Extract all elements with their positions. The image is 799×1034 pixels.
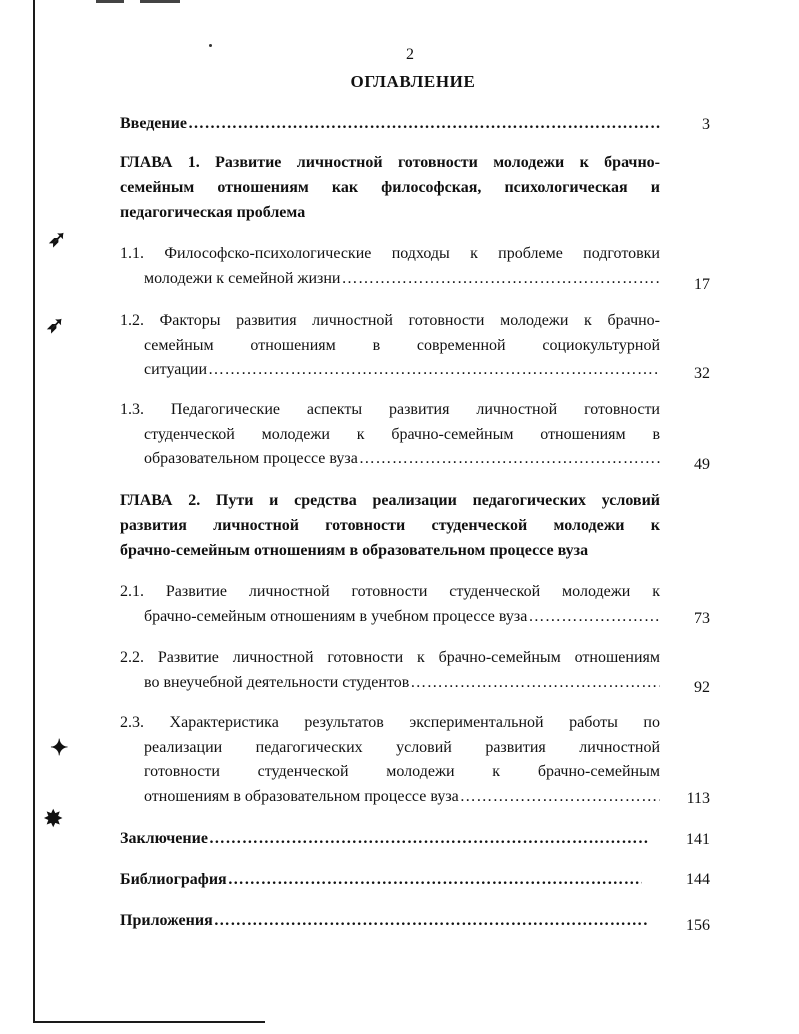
toc-bibliography-label: Библиография	[120, 871, 227, 888]
toc-section-1-2[interactable]	[120, 309, 660, 383]
section-line: студенческой молодежи к брачно-семейным отношениям в	[144, 425, 660, 443]
toc-section-2-3-page: 113	[686, 790, 710, 807]
chapter-1-line: педагогическая проблема	[120, 204, 306, 221]
section-line: ситуации	[144, 361, 208, 378]
toc-bibliography[interactable]	[120, 868, 642, 893]
section-line: 2.1. Развитие личностной готовности студенческой молодежи к	[120, 583, 660, 600]
section-line: готовности студенческой молодежи к брачно-семейным	[144, 763, 660, 780]
page-title: ОГЛАВЛЕНИЕ	[350, 72, 476, 91]
toc-section-2-3[interactable]	[120, 711, 660, 809]
toc-appendices[interactable]	[120, 909, 648, 934]
dot-leader	[359, 447, 660, 472]
scan-border-left	[33, 0, 35, 1022]
section-line: брачно-семейным отношениям в учебном процессе вуза	[144, 607, 528, 625]
dot-leader	[460, 785, 660, 810]
toc-intro[interactable]	[120, 112, 660, 137]
toc-section-1-1[interactable]	[120, 242, 660, 291]
section-line: 2.2. Развитие личностной готовности к брачно-семейным отношениям	[120, 649, 660, 666]
page-number: 2	[406, 46, 414, 63]
section-line: молодежи к семейной жизни	[144, 269, 341, 287]
scan-smudge: ➶	[46, 312, 65, 337]
toc-section-1-2-page: 32	[694, 365, 710, 382]
section-line: реализации педагогических условий развития личностной	[144, 738, 660, 756]
toc-section-2-2[interactable]	[120, 646, 660, 695]
chapter-1-line: ГЛАВА 1. Развитие личностной готовности молодежи к брачно-	[120, 154, 660, 171]
dot-leader	[208, 358, 660, 383]
section-line: 2.3. Характеристика результатов экспериментальной работы по	[120, 714, 660, 731]
dot-leader	[410, 671, 660, 696]
chapter-2-line: ГЛАВА 2. Пути и средства реализации педагогических условий	[120, 492, 660, 509]
toc-bibliography-page: 144	[686, 871, 710, 888]
chapter-2-line: развития личностной готовности студенческой молодежи к	[120, 517, 660, 534]
chapter-1-line: семейным отношениям как философская, психологическая и	[120, 179, 660, 196]
section-line: во внеучебной деятельности студентов	[144, 673, 410, 691]
chapter-2-heading[interactable]	[120, 488, 660, 563]
section-line: 1.3. Педагогические аспекты развития личностной готовности	[120, 401, 660, 418]
toc-conclusion[interactable]	[120, 827, 650, 852]
toc-section-1-3[interactable]	[120, 398, 660, 472]
toc-appendices-label: Приложения	[120, 912, 213, 929]
scan-smudge: ➶	[48, 226, 67, 251]
toc-conclusion-page: 141	[686, 831, 710, 848]
dot-leader	[209, 827, 650, 852]
dot-leader	[228, 868, 642, 893]
toc-section-1-1-page: 17	[694, 276, 710, 293]
dot-leader	[214, 909, 648, 934]
toc-section-2-2-page: 92	[694, 679, 710, 696]
toc-intro-page: 3	[702, 116, 710, 133]
scan-smudge: ✦	[50, 735, 69, 760]
scan-smudge: ✸	[44, 806, 63, 831]
toc-intro-label: Введение	[120, 115, 187, 132]
dot-leader	[188, 112, 660, 137]
toc-section-2-1-page: 73	[694, 610, 710, 627]
section-line: семейным отношениям в современной социокультурной	[144, 336, 660, 354]
chapter-2-line: брачно-семейным отношениям в образовательном процессе вуза	[120, 542, 589, 559]
dot-leader	[528, 605, 660, 630]
toc-appendices-page: 156	[686, 917, 710, 934]
dot-leader	[341, 267, 660, 292]
chapter-1-heading[interactable]	[120, 150, 660, 225]
scan-mark	[96, 0, 124, 3]
scan-mark	[140, 0, 180, 3]
section-line: отношениям в образовательном процессе вуза	[144, 787, 459, 805]
toc-section-2-1[interactable]	[120, 580, 660, 629]
section-line: 1.1. Философско-психологические подходы к проблеме подготовки	[120, 245, 660, 262]
toc-section-1-3-page: 49	[694, 456, 710, 473]
section-line: 1.2. Факторы развития личностной готовности молодежи к брачно-	[120, 312, 660, 329]
toc-conclusion-label: Заключение	[120, 830, 208, 847]
scan-border-bottom	[33, 1021, 265, 1023]
section-line: образовательном процессе вуза	[144, 450, 358, 467]
